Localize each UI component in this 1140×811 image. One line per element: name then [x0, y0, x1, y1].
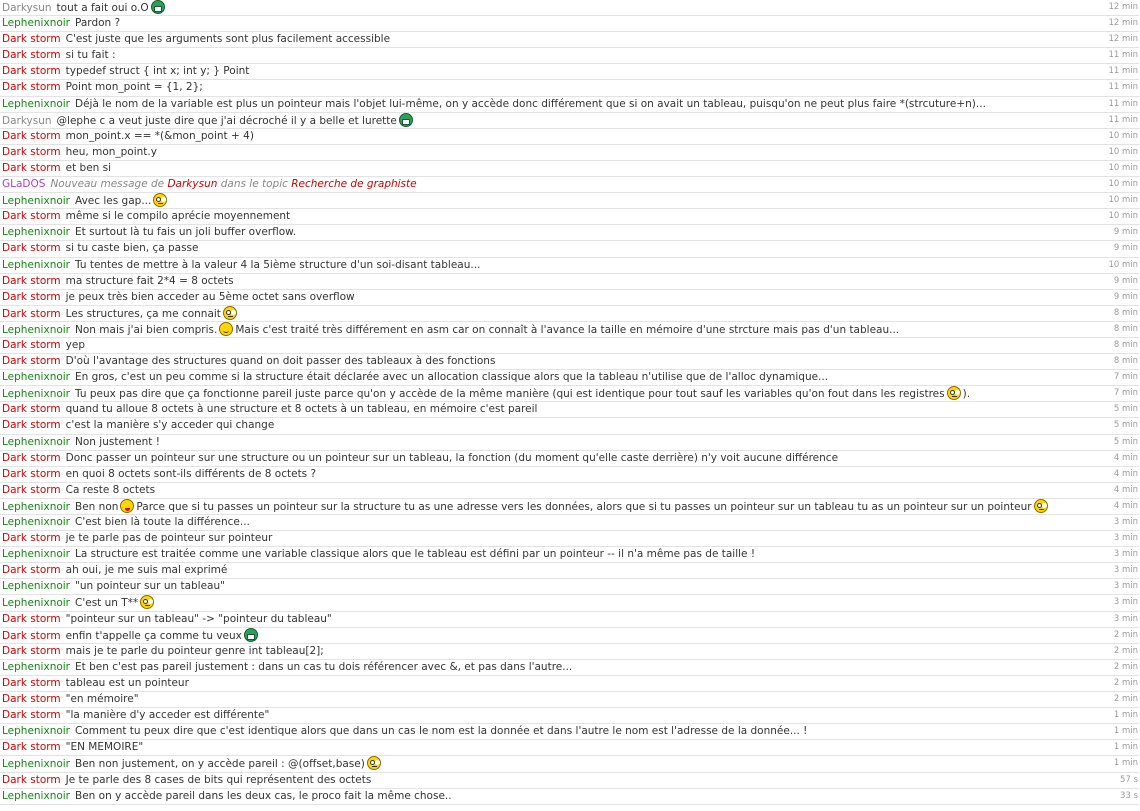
message-author[interactable]: Dark storm [2, 741, 61, 754]
message-author[interactable]: Dark storm [2, 242, 61, 255]
message-text-part: Ca reste 8 octets [65, 483, 156, 496]
message-time: 8 min [1113, 339, 1138, 350]
message-time: 2 min [1113, 677, 1138, 688]
message-time: 10 min [1108, 162, 1138, 173]
message-text [66, 484, 155, 496]
chat-message-row [0, 64, 1139, 80]
message-author[interactable]: Lephenixnoir [2, 195, 71, 208]
chat-message-row [0, 32, 1139, 48]
message-text [75, 436, 160, 448]
message-time: 5 min [1113, 420, 1138, 431]
message-text-part: "un pointeur sur un tableau" [75, 580, 225, 593]
grin-icon [151, 0, 165, 14]
message-author[interactable]: Lephenixnoir [2, 258, 71, 271]
message-author[interactable]: Dark storm [2, 33, 61, 46]
chat-message-row [0, 740, 1139, 756]
message-author[interactable]: Lephenixnoir [2, 226, 71, 239]
message-text-part: "pointeur sur un tableau" -> "pointeur du tableau" [65, 612, 332, 625]
chat-message-row [0, 692, 1139, 708]
message-text-part: Ben non justement, on y accède pareil : @(offset,base) [75, 758, 365, 771]
message-text [75, 758, 383, 770]
message-text-part: enfin t'appelle ça comme tu veux [65, 629, 242, 642]
message-text [57, 2, 167, 14]
message-time: 8 min [1113, 323, 1138, 334]
message-time: 4 min [1113, 500, 1138, 511]
message-author[interactable]: Dark storm [2, 338, 61, 351]
message-text-part: même si le compilo aprécie moyennement [65, 210, 291, 223]
message-text [75, 226, 296, 238]
message-text-part: Mais c'est traité très différement en asm car on connaît à l'avance la taille en mémoire d'une strcture mais pas d'un tableau... [235, 323, 900, 336]
message-text-part: Point mon_point = {1, 2}; [65, 81, 203, 94]
message-time: 10 min [1108, 195, 1138, 206]
chat-message-row [0, 676, 1139, 692]
message-text [66, 532, 273, 544]
message-time: 12 min [1108, 2, 1138, 12]
message-text [66, 291, 355, 303]
message-text-part: tout a fait oui o.O [56, 2, 149, 14]
message-time: 3 min [1113, 533, 1138, 544]
message-author[interactable]: Lephenixnoir [2, 548, 71, 561]
chat-message-row [0, 48, 1139, 64]
message-text-part: typedef struct { int x; int y; } Point [65, 65, 250, 78]
chat-message-row [0, 370, 1139, 386]
message-time: 9 min [1113, 227, 1138, 238]
chat-message-row [0, 756, 1139, 772]
message-time: 2 min [1113, 645, 1138, 656]
message-author[interactable]: Lephenixnoir [2, 500, 71, 513]
message-time: 7 min [1113, 388, 1138, 399]
message-author[interactable]: Dark storm [2, 419, 61, 432]
message-text-part: si tu fait : [65, 49, 116, 62]
chat-message-row [0, 177, 1139, 193]
message-time: 12 min [1108, 34, 1138, 45]
message-text [66, 355, 496, 367]
message-time: 11 min [1108, 50, 1138, 61]
message-text [66, 564, 228, 576]
message-text [66, 308, 239, 320]
message-author[interactable]: Dark storm [2, 693, 61, 706]
message-text-part: Je te parle des 8 cases de bits qui représentent des octets [65, 773, 372, 786]
message-time: 1 min [1113, 726, 1138, 737]
chat-message-row [0, 451, 1139, 467]
roll-eyes-icon [140, 595, 154, 609]
message-time: 8 min [1113, 307, 1138, 318]
message-text [75, 790, 452, 802]
notification-link[interactable]: Recherche de graphiste [291, 178, 417, 191]
message-text [66, 709, 270, 721]
message-text [66, 645, 324, 657]
message-text [66, 81, 203, 93]
message-author[interactable]: Dark storm [2, 290, 61, 303]
chat-message-row [0, 418, 1139, 434]
message-author[interactable]: Dark storm [2, 629, 61, 642]
chat-message-row [0, 789, 1139, 805]
message-text [66, 33, 390, 45]
message-text [75, 516, 250, 528]
roll-eyes-icon [223, 306, 237, 320]
chat-message-row [0, 773, 1139, 789]
chat-message-row [0, 483, 1139, 499]
smile-icon [219, 322, 233, 336]
message-text-part: et ben si [65, 161, 112, 174]
chat-message-row [0, 660, 1139, 676]
message-author[interactable]: Dark storm [2, 355, 61, 368]
message-text [75, 725, 807, 737]
chat-message-row [0, 80, 1139, 96]
message-author[interactable]: Dark storm [2, 81, 61, 94]
message-text [66, 452, 838, 464]
chat-message-row [0, 628, 1139, 644]
message-text-part: ). [962, 388, 971, 401]
message-time: 8 min [1113, 356, 1138, 367]
message-author[interactable]: Lephenixnoir [2, 371, 71, 384]
roll-eyes-icon [947, 386, 961, 400]
message-time: 1 min [1113, 758, 1138, 769]
message-author[interactable]: Dark storm [2, 307, 61, 320]
message-time: 3 min [1113, 597, 1138, 608]
message-time: 5 min [1113, 404, 1138, 415]
message-text [75, 259, 480, 271]
message-text [66, 339, 85, 351]
message-text-part: C'est bien là toute la différence... [75, 516, 250, 528]
message-time: 7 min [1113, 372, 1138, 383]
chat-message-row [0, 579, 1139, 595]
chat-message-row [0, 193, 1139, 209]
message-time: 1 min [1113, 742, 1138, 753]
message-text-part: yep [65, 338, 85, 351]
message-time: 10 min [1108, 259, 1138, 270]
message-text-part: mon_point.x == *(&mon_point + 4) [65, 129, 254, 142]
message-author[interactable]: Lephenixnoir [2, 388, 71, 401]
message-author[interactable]: Dark storm [2, 709, 61, 722]
message-text-part: "EN MEMOIRE" [65, 741, 144, 754]
chat-message-row [0, 338, 1139, 354]
message-text [66, 613, 332, 625]
chat-message-row [0, 402, 1139, 418]
message-author[interactable]: Dark storm [2, 65, 61, 78]
roll-eyes-icon [1034, 499, 1048, 513]
message-author[interactable]: Lephenixnoir [2, 758, 71, 771]
message-author[interactable]: Lephenixnoir [2, 17, 71, 30]
message-time: 2 min [1113, 694, 1138, 705]
message-text [66, 146, 157, 158]
message-time: 10 min [1108, 130, 1138, 141]
chat-message-row [0, 515, 1139, 531]
message-text-part: Comment tu peux dire que c'est identique alors que dans un cas le nom est la donnée et dans l'autre le nom est l'adresse de la donnée... ! [75, 725, 808, 738]
message-author[interactable]: Dark storm [2, 612, 61, 625]
chat-message-row [0, 531, 1139, 547]
message-author[interactable]: Dark storm [2, 644, 61, 657]
message-author[interactable]: Lephenixnoir [2, 323, 71, 336]
message-time: 11 min [1108, 82, 1138, 93]
chat-message-row [0, 354, 1139, 370]
message-author[interactable]: Dark storm [2, 403, 61, 416]
chat-message-row [0, 225, 1139, 241]
chat-message-row [0, 97, 1139, 113]
message-text-part: c'est la manière s'y acceder qui change [65, 419, 275, 432]
message-text [75, 501, 1050, 513]
chat-message-row [0, 161, 1139, 177]
message-text [66, 677, 189, 689]
grin-icon [399, 113, 413, 127]
chat-message-row [0, 724, 1139, 740]
chat-message-row [0, 595, 1139, 611]
message-author[interactable]: Dark storm [2, 773, 61, 786]
message-text [66, 65, 250, 77]
message-author[interactable]: Dark storm [2, 564, 61, 577]
message-author[interactable]: Dark storm [2, 210, 61, 223]
message-text [75, 548, 755, 560]
message-text [75, 371, 828, 383]
message-text [66, 741, 144, 753]
message-text-part: Pardon ? [75, 17, 121, 30]
message-text [75, 597, 156, 609]
chat-message-row [0, 290, 1139, 306]
chat-message-row [0, 435, 1139, 451]
message-text-part: ma structure fait 2*4 = 8 octets [65, 274, 234, 287]
message-time: 11 min [1108, 98, 1138, 109]
chat-message-row [0, 386, 1139, 402]
message-author[interactable]: Lephenixnoir [2, 435, 71, 448]
message-text-part: D'où l'avantage des structures quand on doit passer des tableaux à des fonctions [65, 355, 496, 368]
message-text [66, 419, 275, 431]
message-text-part: Les structures, ça me connait [65, 307, 221, 320]
message-text-part: Et surtout là tu fais un joli buffer overflow. [75, 226, 297, 239]
tongue-icon [120, 499, 134, 513]
roll-eyes-icon [367, 756, 381, 770]
message-text-part: ah oui, je me suis mal exprimé [65, 564, 228, 577]
message-time: 4 min [1113, 484, 1138, 495]
chat-message-row [0, 113, 1139, 129]
message-text-part: Et ben c'est pas pareil justement : dans un cas tu dois référencer avec &, et pas dans l'autre... [75, 660, 573, 673]
message-author[interactable]: Lephenixnoir [2, 725, 71, 738]
message-time: 4 min [1113, 452, 1138, 463]
message-text [57, 115, 415, 127]
message-time: 9 min [1113, 291, 1138, 302]
message-text [66, 774, 372, 786]
message-time: 12 min [1108, 18, 1138, 29]
message-text-part: quand tu alloue 8 octets à une structure et 8 octets à un tableau, en mémoire c'est pareil [65, 403, 538, 416]
chat-message-row [0, 0, 1139, 16]
message-author[interactable]: Dark storm [2, 483, 61, 496]
chat-message-row [0, 547, 1139, 563]
message-text [66, 49, 116, 61]
chat-message-row [0, 708, 1139, 724]
message-text [75, 98, 986, 110]
chat-message-row [0, 241, 1139, 257]
message-text-part: @lephe c a veut juste dire que j'ai décroché il y a belle et lurette [56, 114, 397, 127]
message-author[interactable]: Dark storm [2, 532, 61, 545]
message-text-part: je peux très bien acceder au 5ème octet sans overflow [65, 290, 355, 303]
chat-message-row [0, 209, 1139, 225]
message-text-part: mais je te parle du pointeur genre int tableau[2]; [65, 644, 324, 657]
message-text-part: La structure est traitée comme une variable classique alors que le tableau est défini par un pointeur -- il n'a même pas de taille ! [75, 548, 756, 561]
message-text-part: en quoi 8 octets sont-ils différents de 8 octets ? [65, 467, 317, 480]
message-text-part: "la manière d'y acceder est différente" [65, 709, 270, 722]
chat-message-row [0, 612, 1139, 628]
message-text [66, 693, 139, 705]
message-author[interactable]: GLaDOS [2, 178, 46, 191]
message-text-part: En gros, c'est un peu comme si la structure était déclarée avec un allocation classique alors que la tableau n'utilise que de l'alloc dynamique... [75, 371, 829, 384]
chat-message-row [0, 145, 1139, 161]
message-time: 3 min [1113, 517, 1138, 527]
message-text-part: Non justement ! [75, 435, 160, 448]
chat-message-row [0, 644, 1139, 660]
message-time: 3 min [1113, 549, 1138, 560]
message-text-part: Avec les gap... [75, 195, 152, 208]
message-text [75, 580, 225, 592]
message-author[interactable]: Darkysun [2, 2, 52, 14]
message-time: 3 min [1113, 565, 1138, 576]
chat-message-row [0, 563, 1139, 579]
message-text-part: tableau est un pointeur [65, 676, 189, 689]
chat-message-row [0, 258, 1139, 274]
message-text-part: Ben on y accède pareil dans les deux cas, le proco fait la même chose.. [75, 789, 452, 802]
message-text-part: je te parle pas de pointeur sur pointeur [65, 532, 273, 545]
notification-text: dans le topic [217, 178, 292, 191]
grin-icon [244, 628, 258, 642]
message-author[interactable]: Dark storm [2, 161, 61, 174]
message-time: 57 s [1120, 774, 1138, 785]
message-author[interactable]: Dark storm [2, 676, 61, 689]
chat-message-row [0, 499, 1139, 515]
message-author[interactable]: Dark storm [2, 274, 61, 287]
message-text-part: Non mais j'ai bien compris. [75, 323, 218, 336]
message-text-part: Donc passer un pointeur sur une structure ou un pointeur sur un tableau, la fonction (du moment qu'elle caste derrière) n'y voit aucune différence [65, 451, 839, 464]
message-text [66, 468, 316, 480]
message-author[interactable]: Dark storm [2, 129, 61, 142]
chat-message-row [0, 129, 1139, 145]
chat-message-row [0, 467, 1139, 483]
message-time: 10 min [1108, 146, 1138, 157]
message-text [75, 195, 169, 207]
message-time: 2 min [1113, 629, 1138, 640]
message-time: 1 min [1113, 710, 1138, 721]
message-text-part: C'est un T** [75, 597, 139, 610]
message-text-part: Ben non [75, 500, 119, 513]
message-text [75, 388, 970, 400]
message-author[interactable]: Lephenixnoir [2, 597, 71, 610]
message-text-part: heu, mon_point.y [65, 145, 157, 158]
message-text [66, 403, 538, 415]
message-text-part: Parce que si tu passes un pointeur sur la structure tu as une adresse vers les données, alors que si tu passes un pointeur sur un tableau tu as un pointeur sur un pointeur [136, 500, 1032, 513]
message-author[interactable]: Dark storm [2, 451, 61, 464]
message-text [66, 130, 254, 142]
chat-message-row [0, 16, 1139, 32]
message-time: 3 min [1113, 613, 1138, 624]
message-time: 5 min [1113, 436, 1138, 447]
message-author[interactable]: Dark storm [2, 145, 61, 158]
message-author[interactable]: Lephenixnoir [2, 516, 71, 528]
message-author[interactable]: Lephenixnoir [2, 580, 71, 593]
roll-eyes-icon [153, 193, 167, 207]
message-text [66, 630, 260, 642]
message-time: 33 s [1120, 790, 1138, 801]
chat-message-row [0, 306, 1139, 322]
message-text [75, 661, 572, 673]
notification-link[interactable]: Darkysun [167, 178, 218, 191]
message-time: 10 min [1108, 179, 1138, 190]
message-text-part: Tu peux pas dire que ça fonctionne pareil juste parce qu'on y accède de la même manière (qui est identique pour tout sauf les variables qu'on fout dans les registres [75, 388, 945, 401]
message-author[interactable]: Lephenixnoir [2, 97, 71, 110]
message-text [66, 210, 291, 222]
message-text [75, 324, 899, 336]
message-time: 11 min [1108, 66, 1138, 77]
chat-message-row [0, 322, 1139, 338]
message-time: 3 min [1113, 581, 1138, 592]
message-text-part: Tu tentes de mettre à la valeur 4 la 5ième structure d'un soi-disant tableau... [75, 258, 481, 271]
message-time: 2 min [1113, 661, 1138, 672]
chat-message-row [0, 274, 1139, 290]
notification-text: Nouveau message de [50, 178, 168, 191]
message-author[interactable]: Dark storm [2, 467, 61, 480]
message-time: 10 min [1108, 211, 1138, 222]
message-text [66, 275, 234, 287]
message-time: 11 min [1108, 114, 1138, 125]
message-text [50, 178, 416, 190]
message-author[interactable]: Lephenixnoir [2, 789, 71, 802]
message-text-part: si tu caste bien, ça passe [65, 242, 199, 255]
message-text [66, 162, 111, 174]
message-author[interactable]: Dark storm [2, 49, 61, 62]
message-text-part: "en mémoire" [65, 693, 139, 706]
message-text [66, 242, 199, 254]
message-text [75, 17, 120, 29]
message-text-part: Déjà le nom de la variable est plus un pointeur mais l'objet lui-même, on y accède donc différement que si on avait un tableau, puisqu'on ne peut plus faire *(strcuture+n)... [75, 97, 986, 110]
message-author[interactable]: Darkysun [2, 114, 52, 127]
message-author[interactable]: Lephenixnoir [2, 660, 71, 673]
message-text-part: C'est juste que les arguments sont plus facilement accessible [65, 33, 391, 46]
message-time: 9 min [1113, 275, 1138, 286]
message-time: 4 min [1113, 468, 1138, 479]
message-time: 9 min [1113, 243, 1138, 254]
